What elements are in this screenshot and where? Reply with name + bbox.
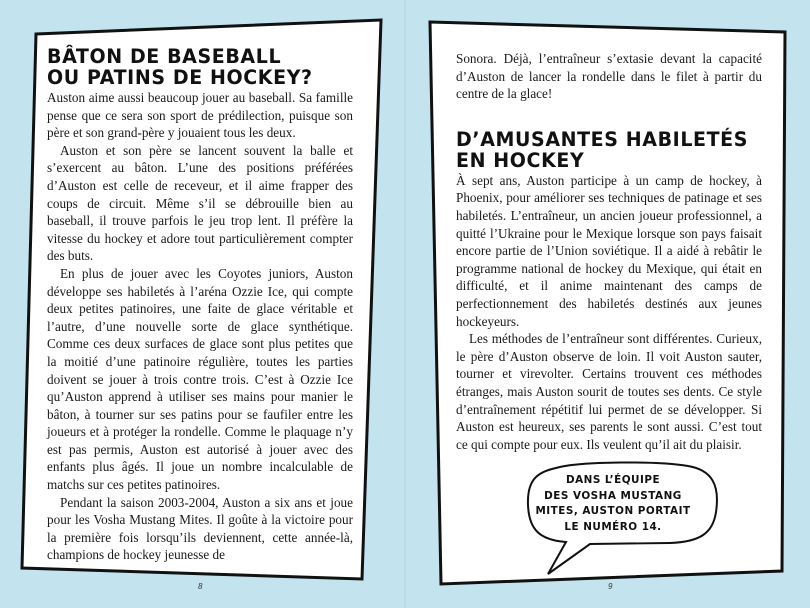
- bubble-line-1: DANS L’ÉQUIPE: [565, 474, 661, 486]
- left-heading-line-2: OU PATINS DE HOCKEY?: [47, 65, 313, 90]
- left-paragraph-2: Auston et son père se lancent souvent la balle et s’exercent au bâton. L’une des positions préférées d’Auston est celle de receveur, et il aime frapper des coups de circuit. Même s’il se débrouille bien au baseball, il trouve parfois le jeu trop lent. Il préfère la vitesse du hockey et adore tout particulièrement compter des buts.: [47, 142, 353, 264]
- right-page-number: 9: [608, 582, 613, 591]
- left-page-heading: [47, 46, 353, 88]
- speech-bubble-text: [528, 473, 698, 535]
- right-heading-line-1: D’AMUSANTES HABILETÉS: [456, 127, 749, 151]
- right-page-text: [456, 50, 762, 453]
- bubble-line-2: DES VOSHA MUSTANG: [544, 489, 682, 502]
- left-page-number: 8: [198, 582, 203, 591]
- bubble-line-4: LE NUMÉRO 14.: [564, 520, 662, 533]
- right-paragraph-2: Les méthodes de l’entraîneur sont différentes. Curieux, le père d’Auston observe de loin. Il voit Auston sauter, tourner et virevolter. Certains trouvent ces méthodes étranges, mais Auston sourit de toutes ses dents. Ce style d’entraînement répétitif lui permet de se développer. Si Auston est heureux, ses parents le sont aussi. C’est tout ce qui compte pour eux. Ils veulent qu’il ait du plaisir.: [456, 331, 762, 452]
- left-paragraph-3: En plus de jouer avec les Coyotes juniors, Auston développe ses habiletés à l’aréna Ozzie Ice, qui compte deux petites patinoires, une faite de glace véritable et l’autre, d’une nouvelle sorte de glace synthétique. Comme ces deux surfaces de glace sont plus petites que la moitié d’une patinoire régulière, toutes les parties doivent se jouer à trois contre trois. C’est à Ozzie Ice qu’Auston apprend à utiliser ses mains pour manier le bâton, à tourner sur ses patins pour se faufiler entre les joueurs et à protéger la rondelle. Comme le plaquage n’y est pas permis, Auston est autorisé à jouer avec des enfants plus âgés. Il joue un nombre incalculable de matchs sur ces petites patinoires.: [47, 265, 353, 493]
- right-heading-line-2: EN HOCKEY: [456, 148, 585, 172]
- right-paragraph-1: À sept ans, Auston participe à un camp de hockey, à Phoenix, pour améliorer ses techniques de patinage et ses habiletés. L’entraîneur, un ancien joueur professionnel, a quitté l’Ukraine pour le Mexique lorsque son pays faisait encore partie de l’Union soviétique. Il a aidé à rebâtir le programme national de hockey du Mexique, qui était en difficulté, et il anime maintenant des camps de perfectionnement des habiletés destinés aux jeunes hockeyeurs.: [456, 172, 762, 329]
- left-page-text: [47, 46, 353, 564]
- left-paragraph-4: Pendant la saison 2003-2004, Auston a six ans et joue pour les Vosha Mustang Mites. Il goûte à la victoire pour la première fois lorsqu’ils deviennent, cette année-là, champions de hockey jeunesse de: [47, 494, 353, 563]
- right-continuation: Sonora. Déjà, l’entraîneur s’extasie devant la capacité d’Auston de lancer la rondelle dans le filet à partir du centre de la glace!: [456, 51, 762, 102]
- bubble-line-3: MITES, AUSTON PORTAIT: [535, 505, 691, 517]
- left-paragraph-1: Auston aime aussi beaucoup jouer au baseball. Sa famille pense que ce sera son sport de prédilection, puisque son père et son grand-père y jouaient tous les deux.: [47, 90, 353, 141]
- left-heading-line-1: BÂTON DE BASEBALL: [47, 44, 282, 69]
- right-page-heading: [456, 129, 762, 171]
